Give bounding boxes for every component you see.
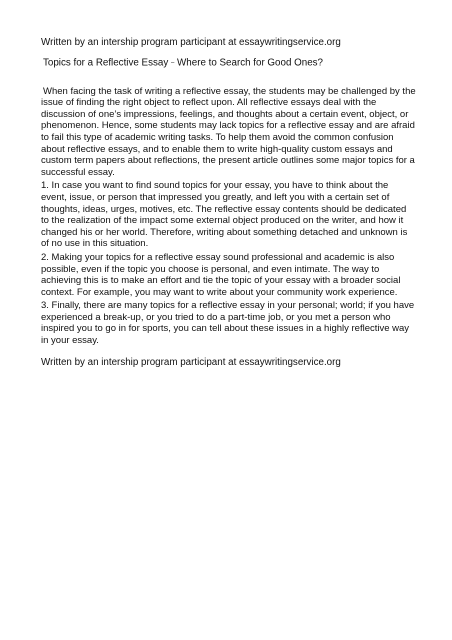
document-title	[43, 57, 416, 70]
document-body	[41, 37, 416, 369]
title-sub: Where to Search for Good Ones?	[177, 57, 323, 69]
paragraph-point-3: 3. Finally, there are many topics for a reflective essay in your personal; world; if you have experienced a break-up, or you tried to do a part-time job, or you met a person who inspired you to go in for sports, you can tell about these issues in a highly reflective way in your essay.	[41, 300, 415, 347]
footer-credit-line: Written by an intership program participant at essaywritingservice.org	[41, 356, 341, 368]
paragraph-point-1: 1. In case you want to find sound topics for your essay, you have to think about the event, issue, or person that impressed you greatly, and left you with a certain set of thoughts, ideas, urges, motives, etc. The reflective essay contents should be dedicated to the realization of the impact some external object produced on the writer, and how it changed his or her world. Therefore, writing about something detached and unknown is of no use in this situation.	[41, 180, 408, 250]
paragraph-point-2: 2. Making your topics for a reflective essay sound professional and academic is also possible, even if the topic you choose is personal, and even intimate. The way to achieving this is to make an effort and tie the topic of your essay with a broader social context. For example, you may want to write about your community work experience.	[41, 251, 401, 298]
title-main: Topics for a Reflective Essay	[43, 57, 169, 69]
paragraph-intro: When facing the task of writing a reflective essay, the students may be challenged by the issue of finding the right object to reflect upon. All reflective essays deal with the discussion of one’s impressions, feelings, and thoughts about a certain event, object, or phenomenon. Hence, some students may lack topics for a reflective essay and are afraid to fail this type of academic writing tasks. To help them avoid the common confusion about reflective essays, and to enable them to write high-quality custom essays and custom term papers about reflections, the present article outlines some major topics for a successful essay.	[41, 85, 416, 178]
title-dash: –	[170, 60, 175, 66]
header-credit-line: Written by an intership program participant at essaywritingservice.org	[41, 37, 341, 48]
